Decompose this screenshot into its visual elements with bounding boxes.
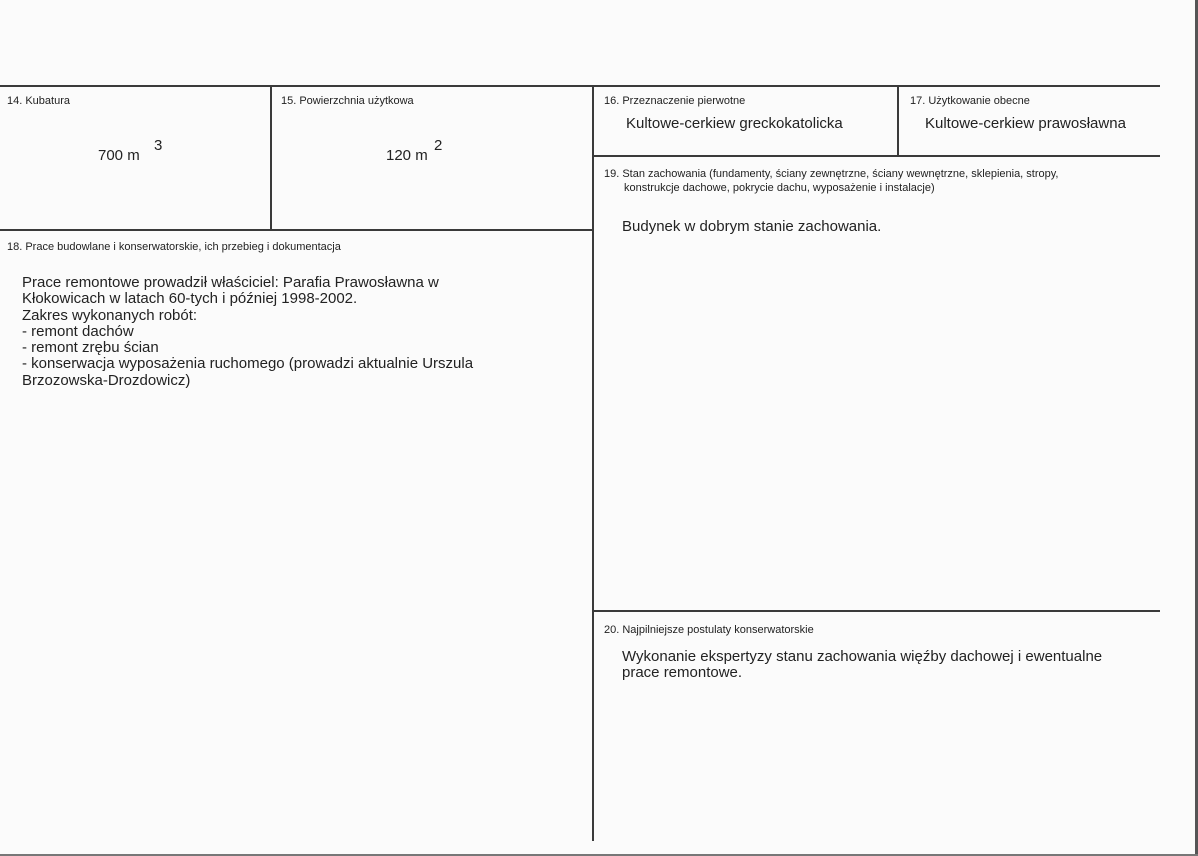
field-18-line: Brzozowska-Drozdowicz) — [22, 371, 191, 389]
field-18-text — [22, 275, 473, 389]
field-17-label: 17. Użytkowanie obecne — [910, 95, 1030, 107]
rule-under-19 — [592, 610, 1160, 612]
field-19-label-line-1: 19. Stan zachowania (fundamenty, ściany zewnętrzne, ściany wewnętrzne, sklepienia, stropy, — [604, 168, 1059, 180]
field-18-line: Kłokowicach w latach 60-tych i później 1998-2002. — [22, 290, 358, 308]
field-20-line: prace remontowe. — [622, 664, 743, 682]
field-18-line: Zakres wykonanych robót: — [22, 306, 198, 324]
field-18-line: - remont dachów — [22, 322, 134, 340]
field-18-line: - remont zrębu ścian — [22, 339, 159, 357]
field-17-value: Kultowe-cerkiew prawosławna — [925, 115, 1126, 132]
field-15-label: 15. Powierzchnia użytkowa — [281, 95, 414, 107]
field-20-line: Wykonanie ekspertyzy stanu zachowania więźby dachowej i ewentualne — [622, 648, 1103, 665]
divider-14-15 — [270, 85, 272, 230]
field-16-label: 16. Przeznaczenie pierwotne — [604, 95, 746, 107]
field-19-value: Budynek w dobrym stanie zachowania. — [622, 218, 882, 235]
field-14-exponent: 3 — [154, 137, 163, 154]
rule-under-14-15 — [0, 229, 594, 231]
field-14-value: 700 m — [98, 147, 140, 164]
field-18-label: 18. Prace budowlane i konserwatorskie, ich przebieg i dokumentacja — [7, 241, 341, 253]
field-20-text — [622, 649, 1102, 682]
field-19-label-line-2: konstrukcje dachowe, pokrycie dachu, wyposażenie i instalacje) — [624, 182, 935, 194]
field-16-value: Kultowe-cerkiew greckokatolicka — [626, 115, 843, 132]
field-18-line: Prace remontowe prowadził właściciel: Parafia Prawosławna w — [22, 274, 439, 291]
field-15-exponent: 2 — [434, 137, 443, 154]
rule-under-16-17 — [592, 155, 1160, 157]
field-18-line: - konserwacja wyposażenia ruchomego (prowadzi aktualnie Urszula — [22, 355, 474, 373]
divider-16-17 — [897, 85, 899, 156]
center-divider — [592, 85, 594, 841]
top-rule — [0, 85, 1160, 87]
field-20-label: 20. Najpilniejsze postulaty konserwatorskie — [604, 624, 814, 636]
field-14-label: 14. Kubatura — [7, 95, 70, 107]
field-15-value: 120 m — [386, 147, 428, 164]
